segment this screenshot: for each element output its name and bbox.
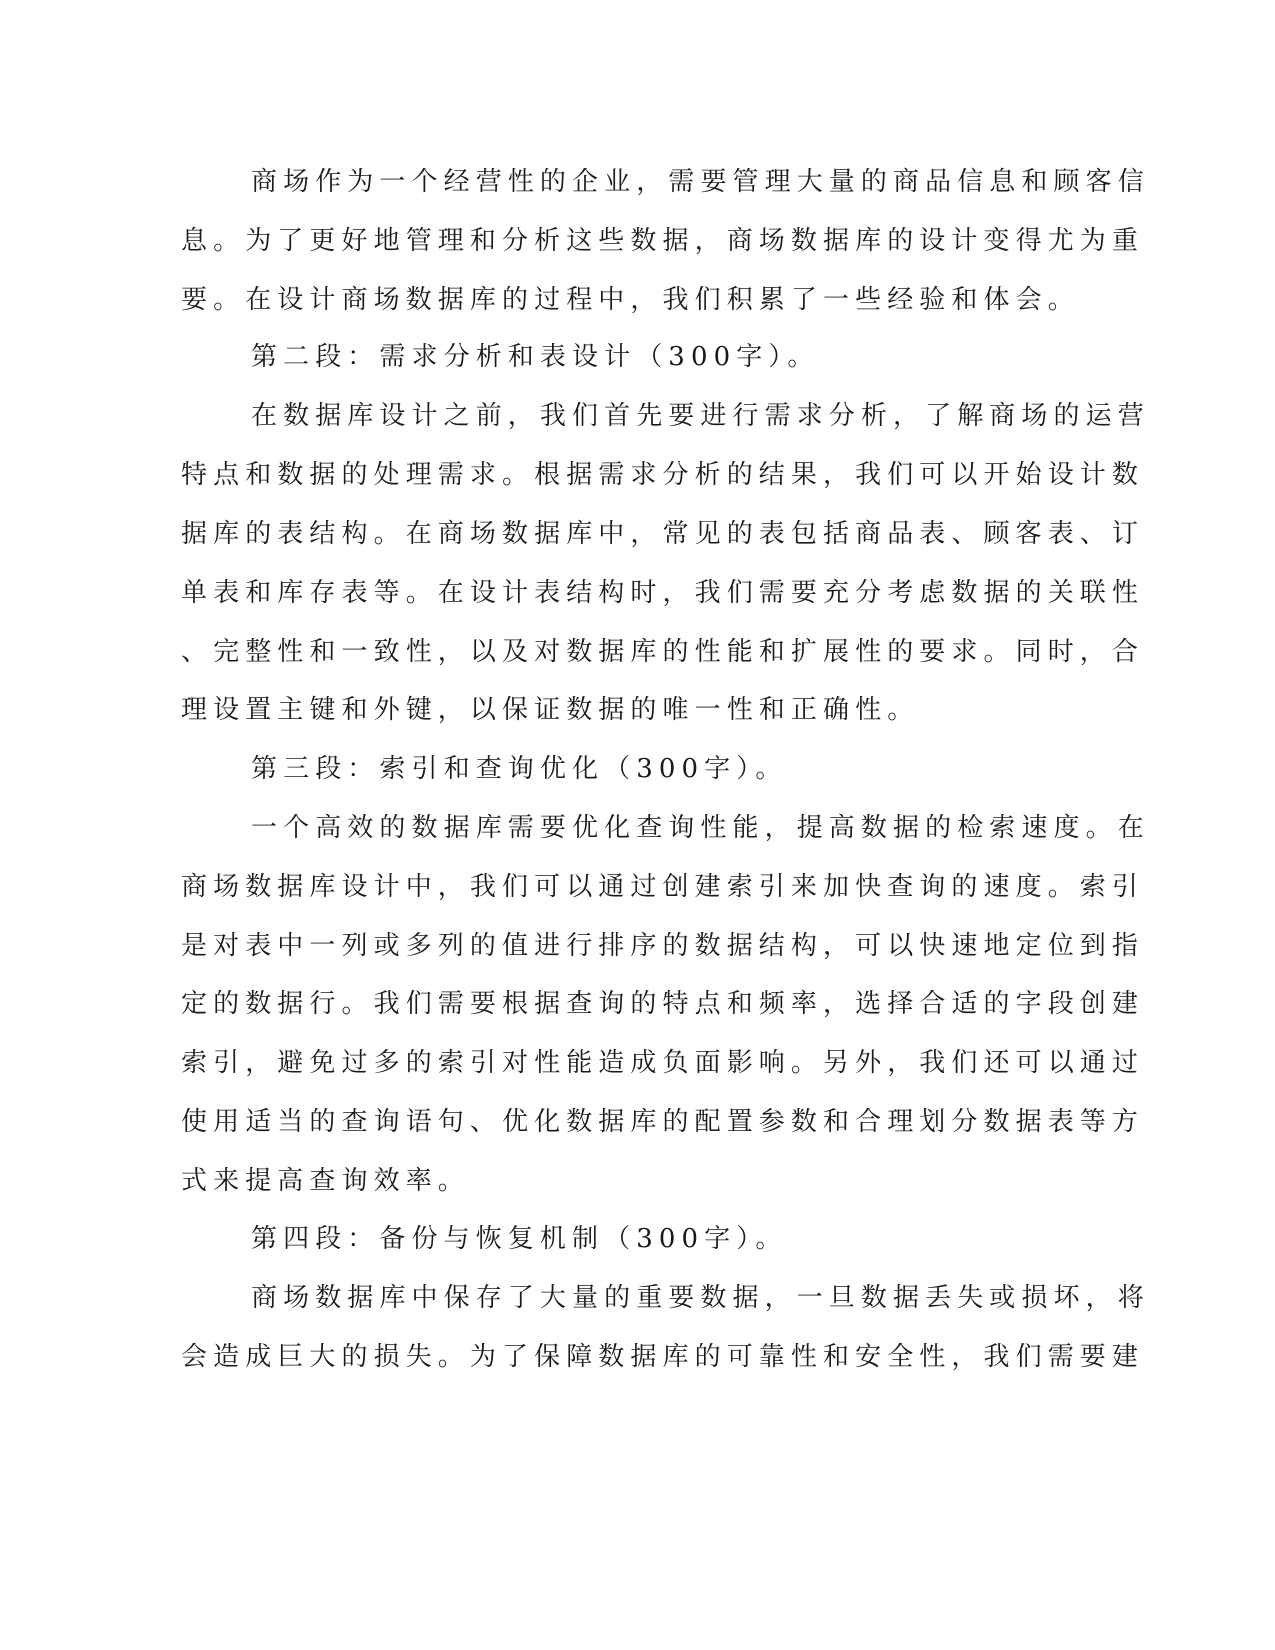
text-line: 索引，避免过多的索引对性能造成负面影响。另外，我们还可以通过 xyxy=(181,1048,1145,1078)
text-line: 使用适当的查询语句、优化数据库的配置参数和合理划分数据表等方 xyxy=(181,1107,1145,1137)
text-line: 是对表中一列或多列的值进行排序的数据结构，可以快速地定位到指 xyxy=(181,931,1145,961)
text-line: 一个高效的数据库需要优化查询性能，提高数据的检索速度。在 xyxy=(251,813,1150,843)
text-line: 理设置主键和外键，以保证数据的唯一性和正确性。 xyxy=(181,695,920,725)
text-line: 特点和数据的处理需求。根据需求分析的结果，我们可以开始设计数 xyxy=(181,460,1145,490)
text-line: 商场作为一个经营性的企业，需要管理大量的商品信息和顾客信 xyxy=(251,167,1150,197)
text-line: 、完整性和一致性，以及对数据库的性能和扩展性的要求。同时，合 xyxy=(181,637,1145,667)
text-line: 会造成巨大的损失。为了保障数据库的可靠性和安全性，我们需要建 xyxy=(181,1342,1145,1372)
section-heading-4: 第四段：备份与恢复机制（300字）。 xyxy=(251,1224,788,1254)
text-line: 息。为了更好地管理和分析这些数据，商场数据库的设计变得尤为重 xyxy=(181,226,1145,256)
text-line: 商场数据库中保存了大量的重要数据，一旦数据丢失或损坏，将 xyxy=(251,1283,1150,1313)
text-line: 式来提高查询效率。 xyxy=(181,1166,470,1196)
text-line: 在数据库设计之前，我们首先要进行需求分析，了解商场的运营 xyxy=(251,401,1150,431)
section-heading-2: 第二段：需求分析和表设计（300字）。 xyxy=(251,342,820,372)
text-line: 据库的表结构。在商场数据库中，常见的表包括商品表、顾客表、订 xyxy=(181,519,1145,549)
section-heading-3: 第三段：索引和查询优化（300字）。 xyxy=(251,754,788,784)
text-line: 要。在设计商场数据库的过程中，我们积累了一些经验和体会。 xyxy=(181,285,1080,315)
text-line: 定的数据行。我们需要根据查询的特点和频率，选择合适的字段创建 xyxy=(181,989,1145,1019)
text-line: 商场数据库设计中，我们可以通过创建索引来加快查询的速度。索引 xyxy=(181,872,1145,902)
text-line: 单表和库存表等。在设计表结构时，我们需要充分考虑数据的关联性 xyxy=(181,578,1145,608)
